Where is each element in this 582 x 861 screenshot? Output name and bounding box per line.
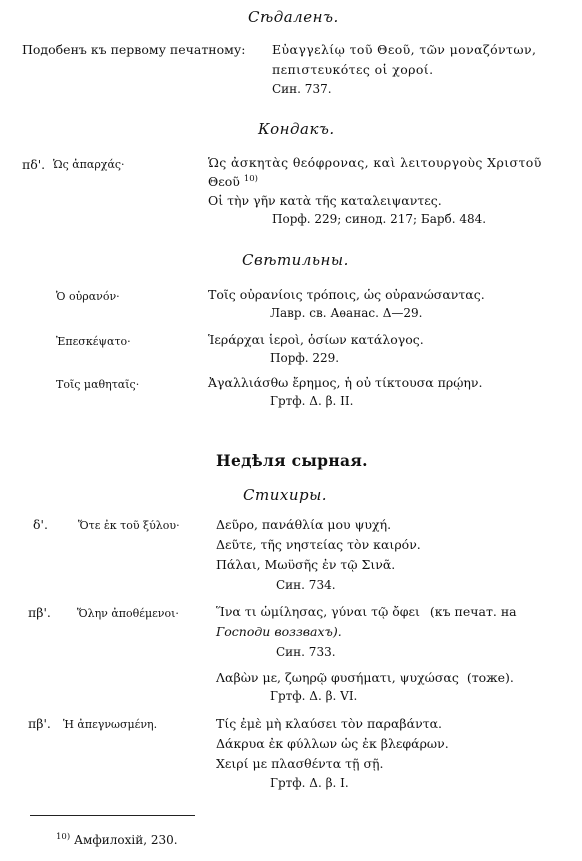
svetilny-ref-1: Лавр. св. Аѳанас. Δ—29. xyxy=(270,306,423,320)
stichira-2-line-1-note: (къ печат. на xyxy=(429,604,517,619)
footnote xyxy=(56,832,178,847)
stichira-1-number: δ'. xyxy=(33,517,48,532)
kondak-heading: Кондакъ. xyxy=(258,120,335,138)
stichira-2-line-1-greek: Ἵνα τι ὡμίλησας, γύναι τῷ ὄφει xyxy=(216,604,420,619)
stichira-2-ref-1: Син. 733. xyxy=(276,645,336,659)
sedalen-line-1: Εὐαγγελίῳ τοῦ Θεοῦ, τῶν μοναζόντων, xyxy=(272,42,537,57)
nedelya-heading: Недѣля сырная. xyxy=(216,451,368,470)
svetilny-ref-2: Порф. 229. xyxy=(270,351,340,365)
footnote-divider xyxy=(30,815,195,816)
stichira-2-number: πβ'. xyxy=(28,605,51,620)
kondak-ref: Порф. 229; синод. 217; Барб. 484. xyxy=(272,212,487,226)
svetilny-ref-3: Гртф. Δ. β. II. xyxy=(270,394,354,408)
svetilny-incipit-3: Τοῖς μαθηταῖς· xyxy=(56,378,140,391)
sedalen-ref: Син. 737. xyxy=(272,82,332,96)
footnote-mark: 10) xyxy=(56,832,71,842)
svetilny-text-2: Ἱεράρχαι ἱεροὶ, ὁσίων κατάλογος. xyxy=(208,332,424,347)
kondak-incipit: Ὡς ἀπαρχάς· xyxy=(53,158,125,171)
stichira-1-ref: Син. 734. xyxy=(276,578,336,592)
stichira-1-line-1: Δεῦρο, πανάθλία μου ψυχή. xyxy=(216,517,392,532)
stichira-3-number: πβ'. xyxy=(28,716,51,731)
stichira-2-line-3 xyxy=(216,670,514,685)
svetilny-heading: Свѣтильны. xyxy=(242,251,349,269)
stichira-3-line-3: Χειρί με πλασθέντα τῇ σῇ. xyxy=(216,756,384,771)
stichira-1-incipit: Ὅτε ἐκ τοῦ ξύλου· xyxy=(78,519,180,532)
kondak-number: πδ'. xyxy=(22,157,46,172)
stichira-3-line-1: Τίς ἐμὲ μὴ κλαύσει τὸν παραβάντα. xyxy=(216,716,443,731)
svetilny-text-3: Ἀγαλλιάσθω ἔρημος, ἡ οὐ τίκτουσα πρῴην. xyxy=(208,375,483,390)
kondak-line-2 xyxy=(208,174,258,189)
stichira-2-line-3-greek: Λαβὼν με, ζωηρῷ φυσήματι, ψυχώσας xyxy=(216,670,459,685)
sedalen-heading: Сѣдаленъ. xyxy=(248,8,339,26)
sedalen-line-2: πεπιστευκότες οἱ χοροί. xyxy=(272,62,434,77)
stichira-2-line-2: Господи воззвахъ). xyxy=(216,624,342,639)
svetilny-incipit-2: Ἐπεσκέψατο· xyxy=(56,335,131,348)
stichira-3-line-2: Δάκρυα ἐκ φύλλων ὡς ἐκ βλεφάρων. xyxy=(216,736,449,751)
kondak-line-2-text: Θεοῦ xyxy=(208,174,240,190)
stichira-1-line-3: Πάλαι, Μωϋσῆς ἐν τῷ Σινᾶ. xyxy=(216,557,396,572)
kondak-line-1: Ὡς ἀσκητὰς θεόφρονας, καὶ λειτουργοὺς Χριστοῦ xyxy=(208,155,542,170)
footnote-reference: 10) xyxy=(243,174,258,184)
kondak-line-3: Οἱ τὴν γῆν κατὰ τῆς καταλειψαντες. xyxy=(208,193,442,208)
stichira-2-ref-2: Гртф. Δ. β. VI. xyxy=(270,689,358,703)
stichiry-heading: Стихиры. xyxy=(243,486,328,504)
stichira-2-line-1 xyxy=(216,604,517,619)
stichira-3-ref: Гртф. Δ. β. I. xyxy=(270,776,349,790)
stichira-1-line-2: Δεῦτε, τῆς νηστείας τὸν καιρόν. xyxy=(216,537,421,552)
podoben-label: Подобенъ къ первому печатному: xyxy=(22,42,246,57)
stichira-2-incipit: Ὅλην ἀποθέμενοι· xyxy=(77,607,179,620)
svetilny-text-1: Τοῖς οὐρανίοις τρόποις, ὡς οὐρανώσαντας. xyxy=(208,287,485,302)
svetilny-incipit-1: Ὁ οὐρανόν· xyxy=(56,290,120,303)
footnote-text: Амфилохій, 230. xyxy=(73,833,178,847)
stichira-3-incipit: Ἡ ἀπεγνωσμένη. xyxy=(63,718,158,731)
stichira-2-line-3-note: (тоже). xyxy=(466,670,514,685)
